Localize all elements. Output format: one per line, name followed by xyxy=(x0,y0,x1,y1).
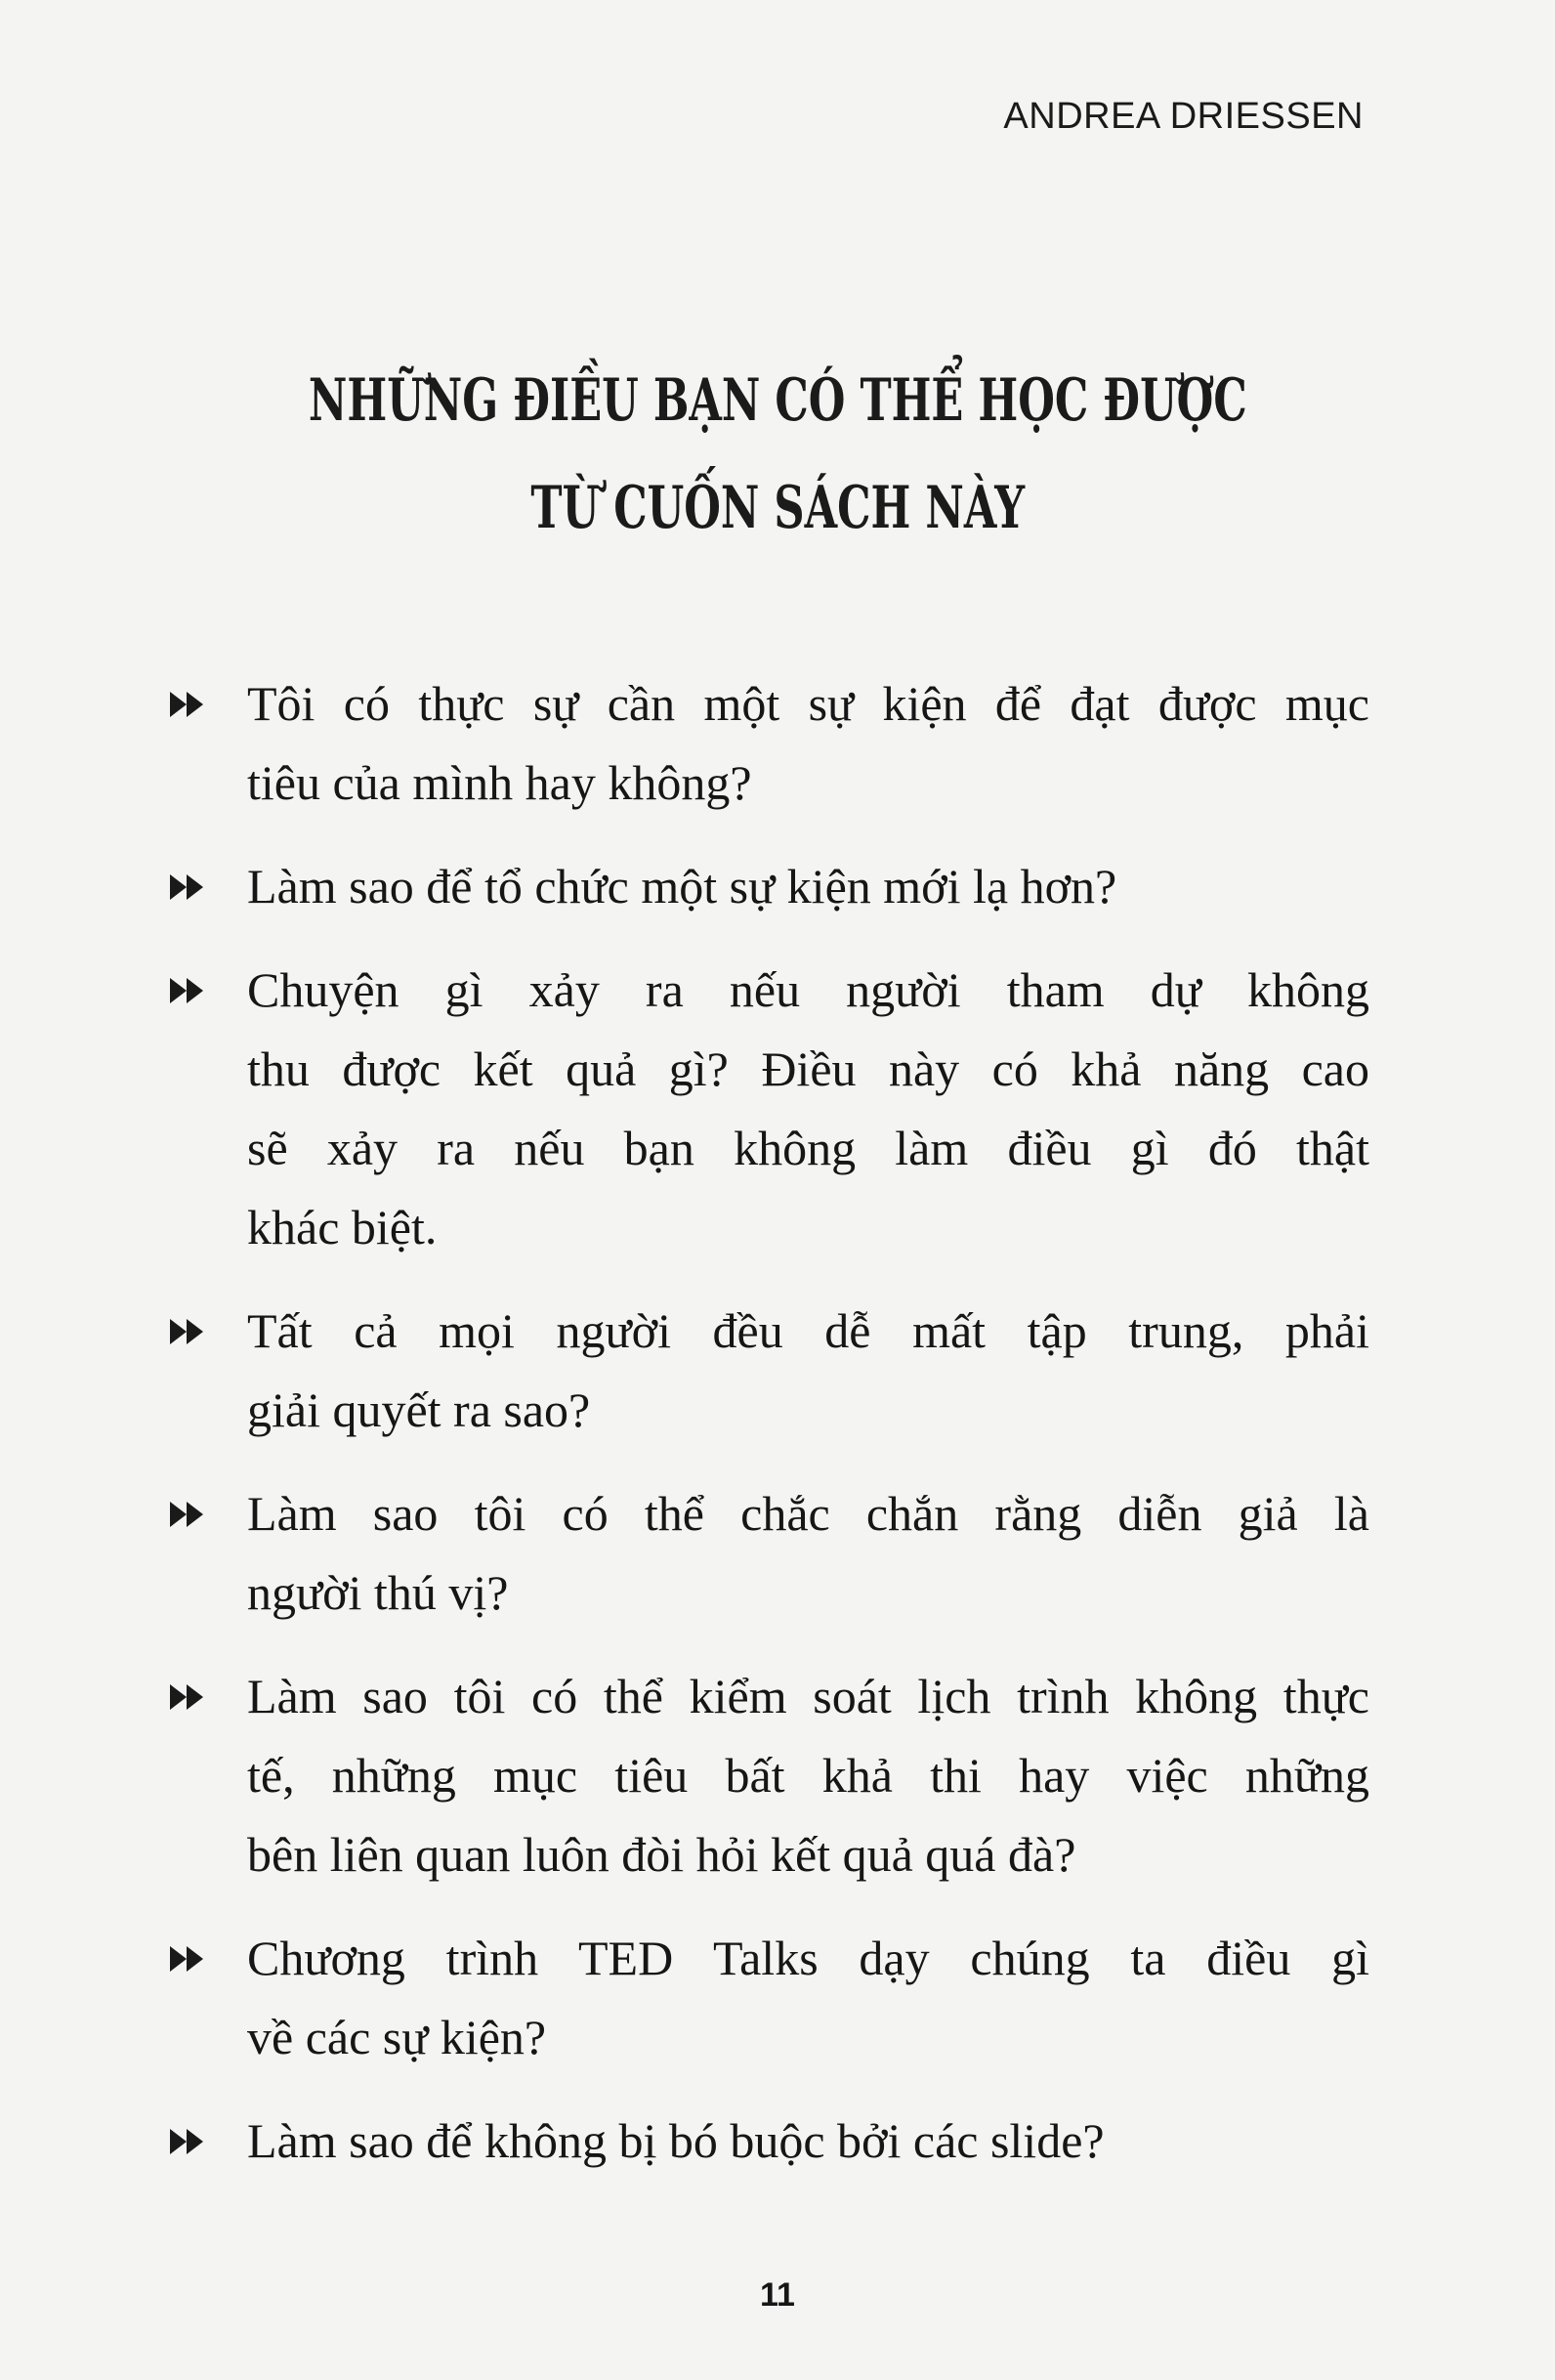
list-item xyxy=(170,664,1369,823)
list-item xyxy=(170,2102,1369,2181)
list-item xyxy=(170,1657,1369,1894)
list-item xyxy=(170,1919,1369,2077)
list-item xyxy=(170,1292,1369,1450)
chapter-title-line: TỪ CUỐN SÁCH NÀY xyxy=(530,474,1025,542)
double-triangle-icon xyxy=(170,2129,205,2154)
list-item-line: Tất cả mọi người đều dễ mất tập trung, phải xyxy=(247,1303,1369,1358)
chapter-title xyxy=(0,347,1555,562)
page-number: 11 xyxy=(760,2276,795,2314)
running-head-author: ANDREA DRIESSEN xyxy=(1003,96,1364,137)
list-item-line: người thú vị? xyxy=(247,1565,509,1620)
double-triangle-icon xyxy=(170,1946,205,1972)
list-item-line: tế, những mục tiêu bất khả thi hay việc những xyxy=(247,1748,1369,1803)
list-item-line: Làm sao tôi có thể kiểm soát lịch trình không thực xyxy=(247,1669,1369,1723)
double-triangle-icon xyxy=(170,874,205,900)
list-item-line: Làm sao để tổ chức một sự kiện mới lạ hơn? xyxy=(247,859,1117,914)
list-item-line: Chương trình TED Talks dạy chúng ta điều gì xyxy=(247,1931,1369,1985)
list-item-line: Tôi có thực sự cần một sự kiện để đạt được mục xyxy=(247,676,1369,731)
list-item-line: bên liên quan luôn đòi hỏi kết quả quá đà? xyxy=(247,1827,1076,1882)
double-triangle-icon xyxy=(170,1319,205,1344)
list-item-line: về các sự kiện? xyxy=(247,2010,547,2064)
bullet-list xyxy=(170,664,1369,2205)
list-item-line: sẽ xảy ra nếu bạn không làm điều gì đó thật xyxy=(247,1121,1369,1175)
list-item-line: Làm sao để không bị bó buộc bởi các slide? xyxy=(247,2113,1105,2168)
list-item xyxy=(170,1474,1369,1633)
list-item-line: Làm sao tôi có thể chắc chắn rằng diễn giả là xyxy=(247,1486,1369,1541)
list-item-line: khác biệt. xyxy=(247,1200,438,1254)
list-item-line: giải quyết ra sao? xyxy=(247,1382,591,1437)
list-item-line: Chuyện gì xảy ra nếu người tham dự không xyxy=(247,962,1369,1017)
list-item xyxy=(170,847,1369,926)
double-triangle-icon xyxy=(170,1502,205,1527)
double-triangle-icon xyxy=(170,978,205,1003)
double-triangle-icon xyxy=(170,692,205,717)
list-item xyxy=(170,951,1369,1267)
list-item-line: thu được kết quả gì? Điều này có khả năng cao xyxy=(247,1041,1369,1096)
double-triangle-icon xyxy=(170,1684,205,1710)
chapter-title-line: NHỮNG ĐIỀU BẠN CÓ THỂ HỌC ĐƯỢC xyxy=(308,366,1247,435)
list-item-line: tiêu của mình hay không? xyxy=(247,755,752,810)
